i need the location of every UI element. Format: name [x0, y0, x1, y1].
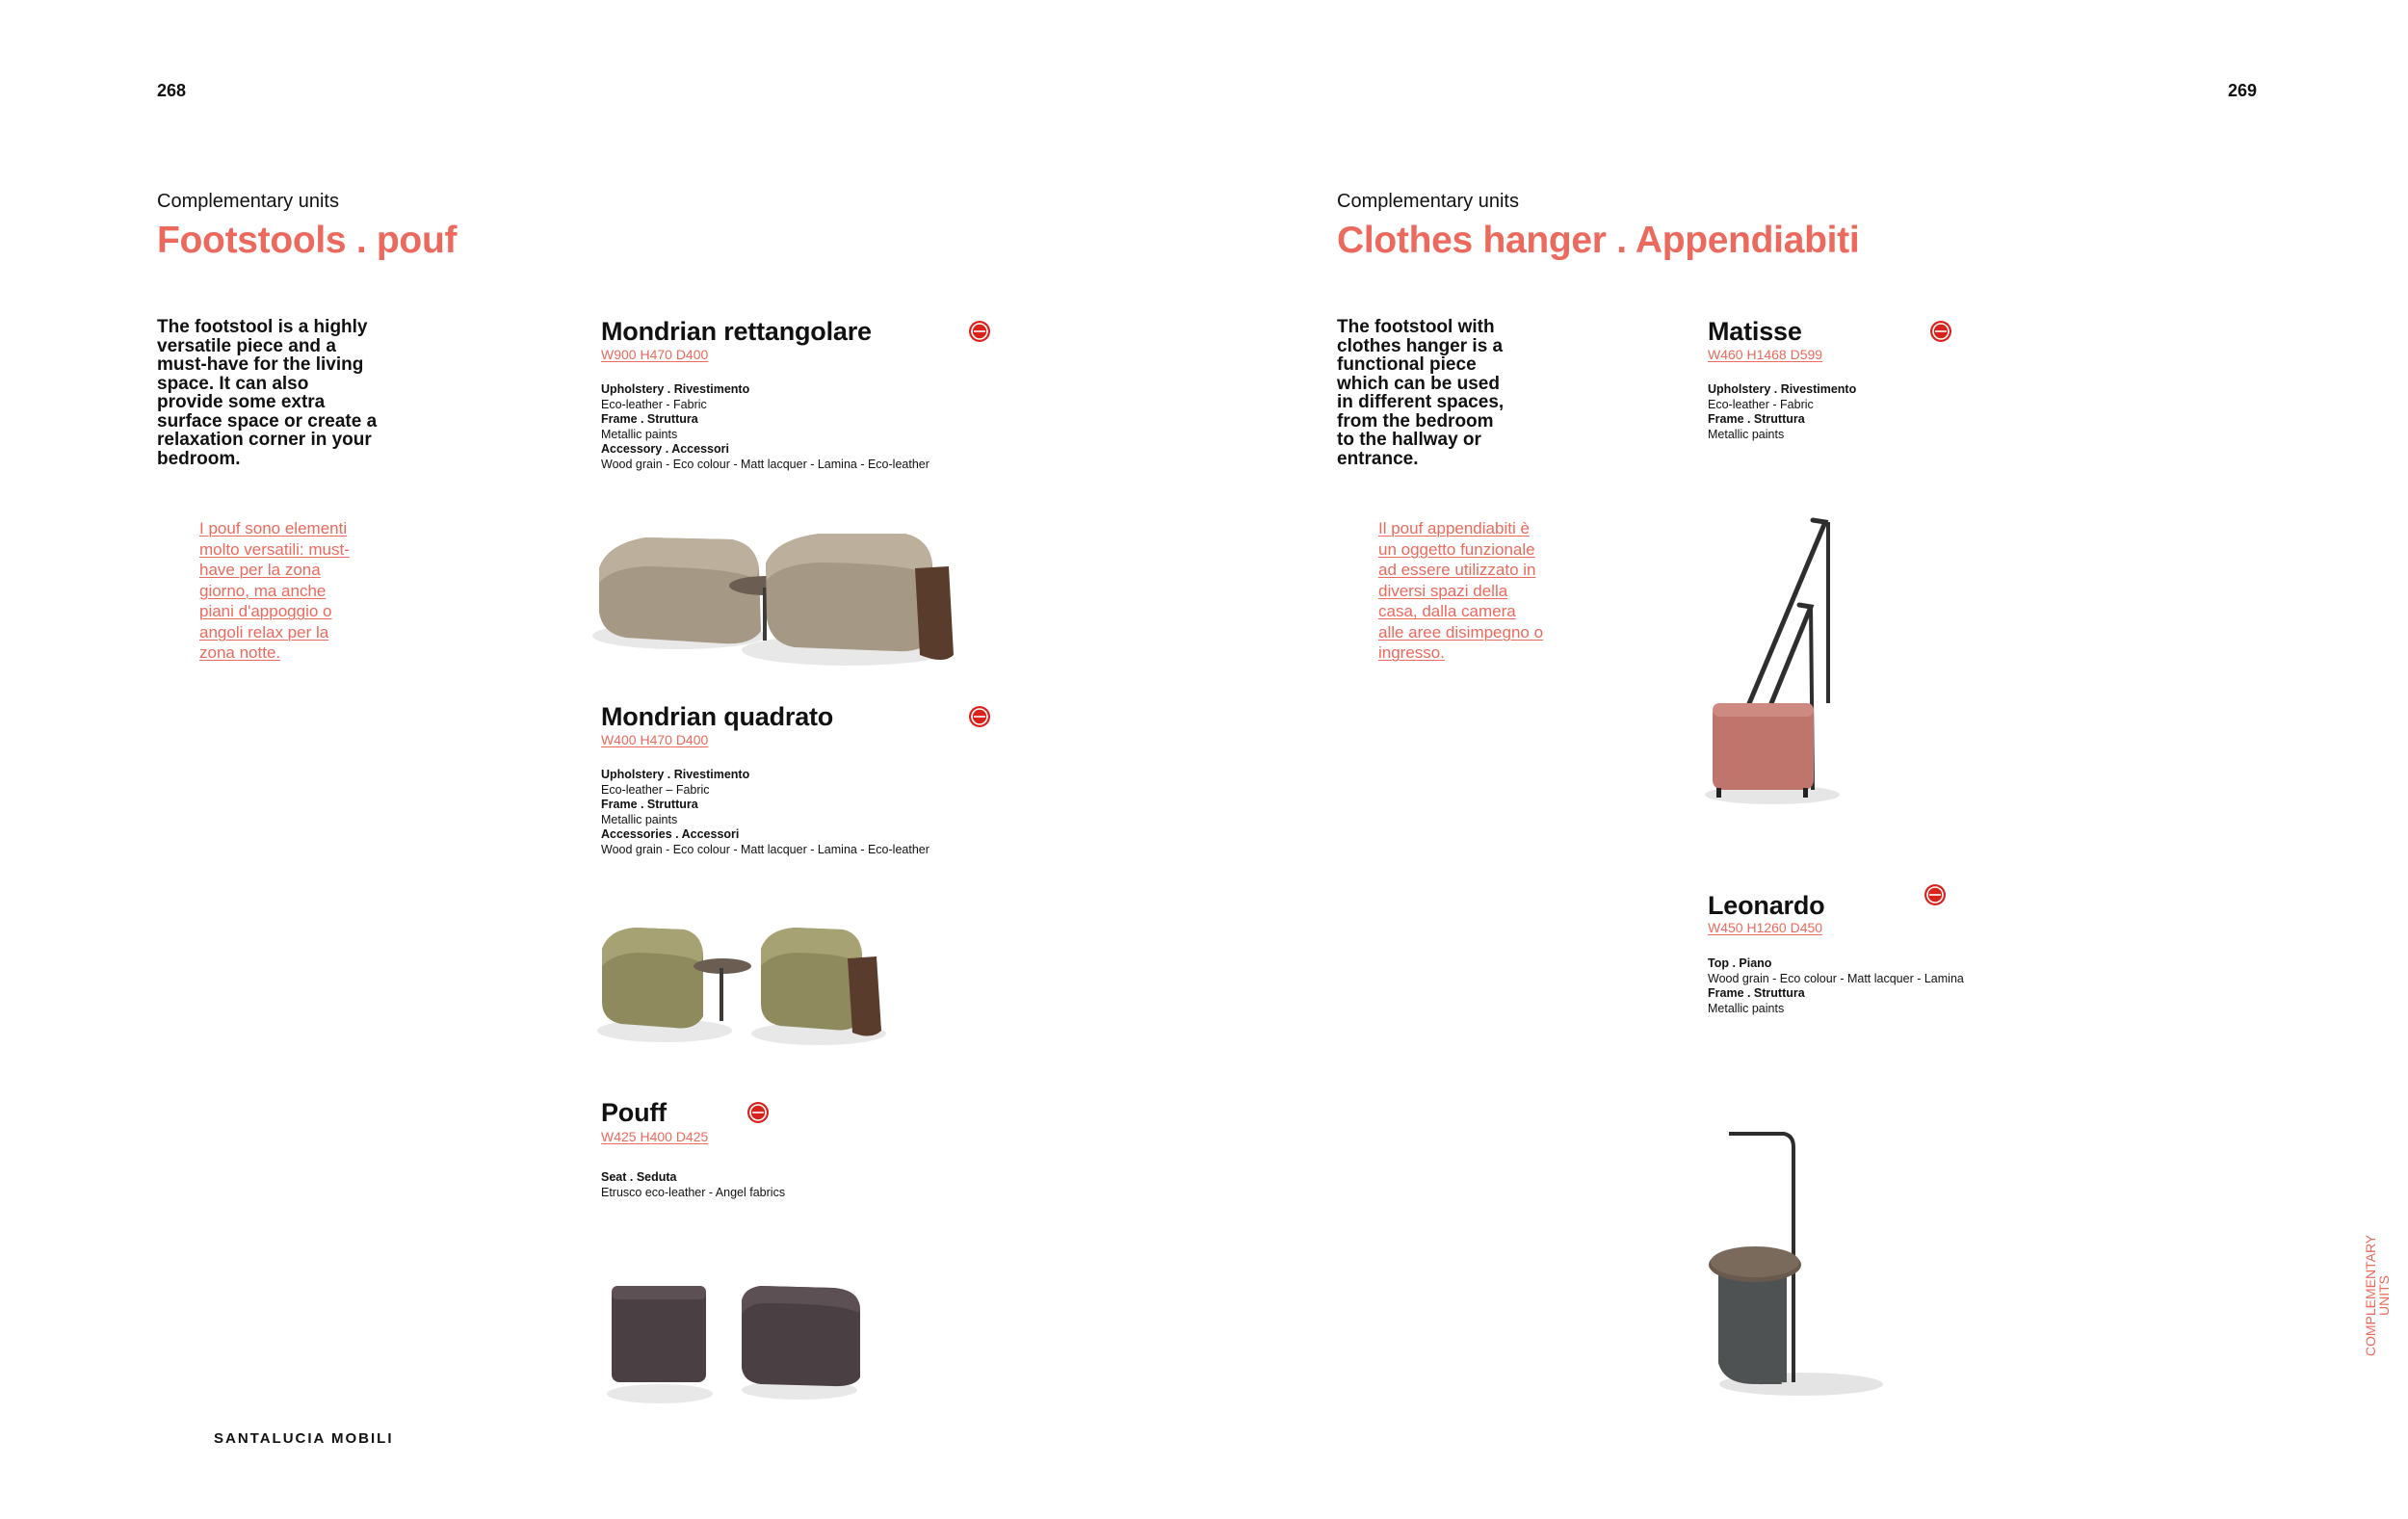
product-specs	[1708, 382, 1856, 442]
spec-value: Eco-leather – Fabric	[601, 782, 710, 797]
spec-label: Upholstery . Rivestimento	[601, 382, 750, 396]
spec-value: Metallic paints	[1708, 427, 1785, 441]
spec-label: Seat . Seduta	[601, 1170, 677, 1184]
matisse-image	[1695, 511, 1869, 809]
product-badge-icon	[747, 1102, 769, 1123]
page-title-right: Clothes hanger . Appendiabiti	[1337, 220, 1860, 261]
spec-label: Frame . Struttura	[601, 412, 698, 426]
product-badge-icon	[1924, 884, 1946, 905]
product-badge-icon	[1930, 321, 1951, 342]
product-dimensions[interactable]: W900 H470 D400	[601, 347, 709, 362]
spec-label: Frame . Struttura	[601, 798, 698, 811]
product-dimensions[interactable]: W450 H1260 D450	[1708, 920, 1823, 935]
spec-value: Metallic paints	[601, 812, 678, 826]
product-specs	[601, 382, 929, 472]
italian-text-left[interactable]: I pouf sono elementi molto versatili: must-have per la zona giorno, ma anche piani d'appoggio o angoli relax per la zona notte.	[199, 519, 350, 662]
pouff-image	[602, 1276, 872, 1411]
page-number-left: 268	[157, 81, 187, 100]
side-tab[interactable]: COMPLEMENTARY UNITS	[2363, 1234, 2392, 1357]
product-dimensions[interactable]: W400 H470 D400	[601, 732, 709, 747]
spec-value: Metallic paints	[1708, 1001, 1785, 1015]
spec-label: Frame . Struttura	[1708, 986, 1805, 1000]
intro-text-left: The footstool is a highly versatile piece and a must-have for the living space. It can also provide some extra surface space or create a relaxation corner in your bedroom.	[157, 317, 378, 469]
spec-value: Wood grain - Eco colour - Matt lacquer - Lamina - Eco-leather	[601, 842, 929, 856]
leonardo-image	[1695, 1122, 1888, 1401]
product-dimensions[interactable]: W460 H1468 D599	[1708, 347, 1823, 362]
spec-value: Eco-leather - Fabric	[1708, 397, 1814, 411]
section-label-left: Complementary units	[157, 191, 339, 212]
page-title-left: Footstools . pouf	[157, 220, 458, 261]
product-name: Leonardo	[1708, 891, 1825, 920]
mondrian-rettangolare-image	[588, 511, 973, 694]
spec-value: Eco-leather - Fabric	[601, 397, 707, 411]
brand-logo: SANTALUCIA MOBILI	[214, 1430, 394, 1447]
product-name: Mondrian rettangolare	[601, 317, 872, 346]
product-name: Mondrian quadrato	[601, 702, 834, 731]
product-dimensions[interactable]: W425 H400 D425	[601, 1129, 709, 1144]
spec-value: Metallic paints	[601, 427, 678, 441]
mondrian-quadrato-image	[588, 910, 915, 1064]
spec-value: Etrusco eco-leather - Angel fabrics	[601, 1185, 786, 1199]
product-badge-icon	[969, 706, 990, 727]
spec-label: Top . Piano	[1708, 956, 1772, 970]
product-specs	[1708, 956, 1964, 1016]
spec-label: Upholstery . Rivestimento	[1708, 382, 1857, 396]
intro-text-right: The footstool with clothes hanger is a functional piece which can be used in different spaces, from the bedroom to the hallway or entrance.	[1337, 317, 1505, 469]
spec-value: Wood grain - Eco colour - Matt lacquer - Lamina	[1708, 971, 1964, 985]
product-specs	[601, 1170, 785, 1200]
spec-label: Accessories . Accessori	[601, 827, 740, 841]
product-name: Pouff	[601, 1098, 667, 1127]
italian-text-right[interactable]: Il pouf appendiabiti è un oggetto funzionale ad essere utilizzato in diversi spazi della casa, dalla camera alle aree disimpegno o ingresso.	[1378, 519, 1544, 662]
page-number-right: 269	[2228, 81, 2258, 100]
spec-label: Upholstery . Rivestimento	[601, 768, 750, 781]
product-specs	[601, 768, 929, 857]
product-badge-icon	[969, 321, 990, 342]
spec-label: Frame . Struttura	[1708, 412, 1805, 426]
section-label-right: Complementary units	[1337, 191, 1519, 212]
spec-value: Wood grain - Eco colour - Matt lacquer - Lamina - Eco-leather	[601, 457, 929, 471]
product-name: Matisse	[1708, 317, 1802, 346]
spec-label: Accessory . Accessori	[601, 442, 729, 456]
